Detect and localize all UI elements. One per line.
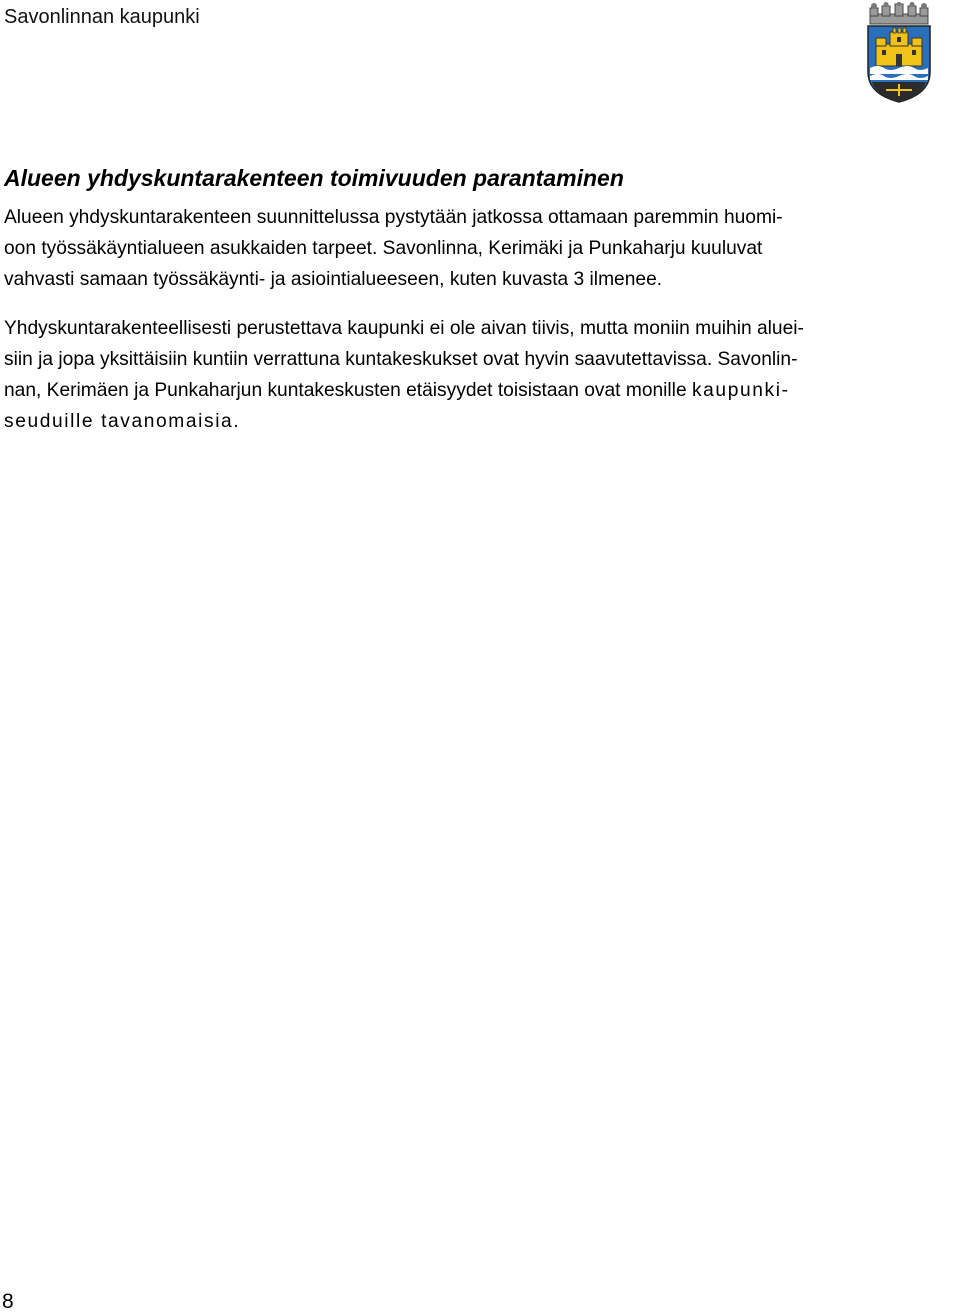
paragraph-line: siin ja jopa yksittäisiin kuntiin verrattuna kuntakeskukset ovat hyvin saavutettavissa. Savonlin- xyxy=(4,349,798,370)
page-header-title: Savonlinnan kaupunki xyxy=(4,6,200,28)
paragraph-line: Alueen yhdyskuntarakenteen suunnittelussa pystytään jatkossa ottamaan paremmin huomi- xyxy=(4,207,783,228)
crown-icon xyxy=(870,2,928,24)
paragraph-text-spaced: kaupunki- xyxy=(691,380,790,401)
paragraph-line: Yhdyskuntarakenteellisesti perustettava kaupunki ei ole aivan tiivis, mutta moniin muihin aluei- xyxy=(4,318,804,339)
paragraph-1 xyxy=(4,202,956,295)
paragraph-line: seuduille tavanomaisia. xyxy=(4,411,241,432)
section-heading: Alueen yhdyskuntarakenteen toimivuuden parantaminen xyxy=(4,165,624,191)
paragraph-line: oon työssäkäyntialueen asukkaiden tarpeet. Savonlinna, Kerimäki ja Punkaharju kuuluvat xyxy=(4,238,763,259)
page-number: 8 xyxy=(2,1290,14,1313)
savonlinna-coat-of-arms-icon xyxy=(864,2,934,106)
paragraph-text: nan, Kerimäen ja Punkaharjun kuntakeskusten etäisyydet toisistaan ovat monille xyxy=(4,380,687,401)
paragraph-line: vahvasti samaan työssäkäynti- ja asiointialueeseen, kuten kuvasta 3 ilmenee. xyxy=(4,269,663,290)
paragraph-2 xyxy=(4,313,956,437)
paragraph-line xyxy=(4,375,956,406)
